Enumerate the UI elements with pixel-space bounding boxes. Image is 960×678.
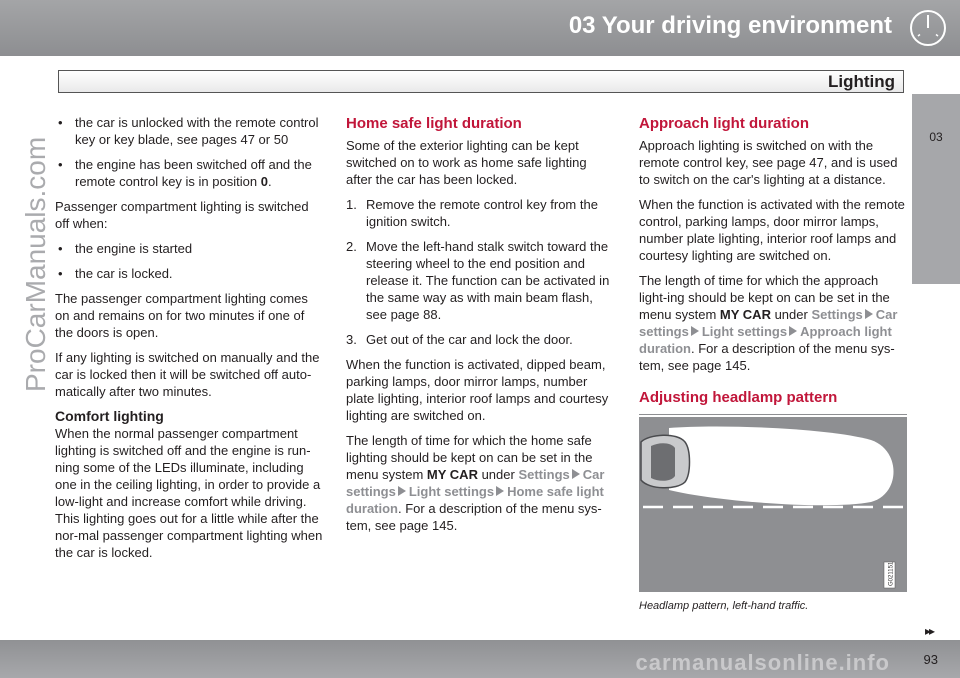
arrow-right-icon — [572, 469, 580, 479]
bullet-text: the car is locked. — [75, 266, 173, 281]
chapter-title: 03 Your driving environment — [568, 12, 892, 39]
footer-watermark: carmanualsonline.info — [635, 650, 890, 675]
step-text: Move the left-hand stalk switch toward the steering wheel to the end position and release it. The function can be activated in the same way as with main beam flash, see page 88. — [366, 239, 610, 322]
next-page-arrows-icon: ▸▸ — [925, 624, 934, 638]
mycar-label: MY CAR — [426, 467, 478, 482]
watermark: ProCarManuals.com — [20, 136, 51, 392]
bullet-item: • the car is unlocked with the remote control key or key blade, see pages 47 or 50 — [58, 115, 319, 147]
arrow-right-icon — [789, 326, 797, 336]
step-item — [346, 331, 616, 348]
menu-settings: Settings — [811, 307, 863, 322]
bullet-text: the car is unlocked with the remote control key or key blade, see pages 47 or 50 — [75, 115, 319, 147]
mycar-label: MY CAR — [719, 307, 771, 322]
step-number: 3. — [346, 332, 357, 347]
menu-path-paragraph — [346, 432, 616, 534]
column-2 — [346, 114, 616, 542]
menu-path-paragraph — [639, 272, 909, 374]
comfort-lighting-heading: Comfort lighting — [55, 408, 164, 424]
bullet-item: • the car is locked. — [58, 266, 173, 281]
bullet-text: the engine is started — [75, 241, 193, 256]
column-1 — [55, 114, 324, 569]
menu-approach-light-duration: Approach light duration — [639, 324, 892, 356]
paragraph: When the function is activated, dipped beam, parking lamps, door mirror lamps, number plate lighting, interior roof lamps and courtesy lighting are switched on. — [346, 357, 609, 423]
arrow-right-icon — [398, 486, 406, 496]
bullet-item: • the engine is started — [58, 241, 193, 256]
text: under — [770, 307, 812, 322]
paragraph: Passenger compartment lighting is switched off when: — [55, 199, 309, 231]
menu-light-settings: Light settings — [408, 484, 495, 499]
paragraph: If any lighting is switched on manually and the car is locked then it will be switched off auto-matically after two minutes. — [55, 350, 320, 399]
bullet-text-end: . — [267, 174, 272, 189]
step-item — [346, 238, 616, 323]
page-footer — [0, 640, 960, 678]
key-position: 0 — [260, 174, 268, 189]
arrow-right-icon — [865, 309, 873, 319]
menu-settings: Settings — [518, 467, 570, 482]
chapter-tab — [912, 94, 960, 284]
paragraph: The passenger compartment lighting comes on and remains on for two minutes if one of the doors is open. — [55, 291, 308, 340]
text: . For a description of the menu sys-tem, see page 145. — [639, 341, 895, 373]
step-number: 2. — [346, 239, 357, 254]
paragraph: Approach lighting is switched on with the remote control key, see page 47, and is used to switch on the car's lighting at a distance. — [639, 138, 898, 187]
headlamp-pattern-heading: Adjusting headlamp pattern — [639, 389, 838, 406]
step-item — [346, 196, 616, 230]
paragraph: When the function is activated with the remote control, parking lamps, door mirror lamps, number plate lighting, interior roof lamps and courtesy lighting are switched on. — [639, 197, 905, 263]
menu-home-safe-light-duration: Home safe light duration — [346, 484, 604, 516]
figure-caption: Headlamp pattern, left-hand traffic. — [639, 600, 809, 612]
text: . For a description of the menu sys-tem, see page 145. — [346, 501, 602, 533]
approach-light-heading: Approach light duration — [639, 115, 809, 132]
column-3 — [639, 114, 909, 615]
speedometer-icon — [906, 6, 950, 50]
step-text: Remove the remote control key from the ignition switch. — [366, 197, 598, 229]
bullet-item: • the engine has been switched off and the remote control key is in position 0. — [58, 157, 312, 189]
home-safe-heading: Home safe light duration — [346, 115, 522, 132]
arrow-right-icon — [496, 486, 504, 496]
text: The length of time for which the home safe lighting should be kept on can be set in the menu system — [346, 433, 593, 482]
bullet-text: the engine has been switched off and the remote control key is in position — [75, 157, 312, 189]
menu-light-settings: Light settings — [701, 324, 788, 339]
section-title: Lighting — [827, 72, 895, 91]
step-number: 1. — [346, 197, 357, 212]
chapter-header — [0, 0, 960, 56]
text: under — [477, 467, 519, 482]
step-text: Get out of the car and lock the door. — [366, 332, 573, 347]
text: The length of time for which the approach light-ing should be kept on can be set in the menu system — [639, 273, 890, 322]
paragraph: Some of the exterior lighting can be kept switched on to work as home safe lighting after the car has been locked. — [346, 138, 587, 187]
paragraph: When the normal passenger compartment lighting is switched off and the engine is run-ning some of the LEDs illuminate, including one in the ceiling lighting, in order to provide a low-light and increase comfort while driving. This lighting goes out for a little while after the nor-mal passenger compartment lighting when the car is locked. — [55, 426, 323, 560]
menu-car-settings: Car settings — [639, 307, 898, 339]
headlamp-pattern-figure — [639, 414, 907, 592]
section-title-bar — [58, 70, 904, 93]
chapter-tab-label: 03 — [929, 130, 943, 144]
menu-car-settings: Car settings — [346, 467, 605, 499]
arrow-right-icon — [691, 326, 699, 336]
figure-code: G021151 — [888, 561, 895, 586]
page-number: 93 — [923, 652, 938, 667]
